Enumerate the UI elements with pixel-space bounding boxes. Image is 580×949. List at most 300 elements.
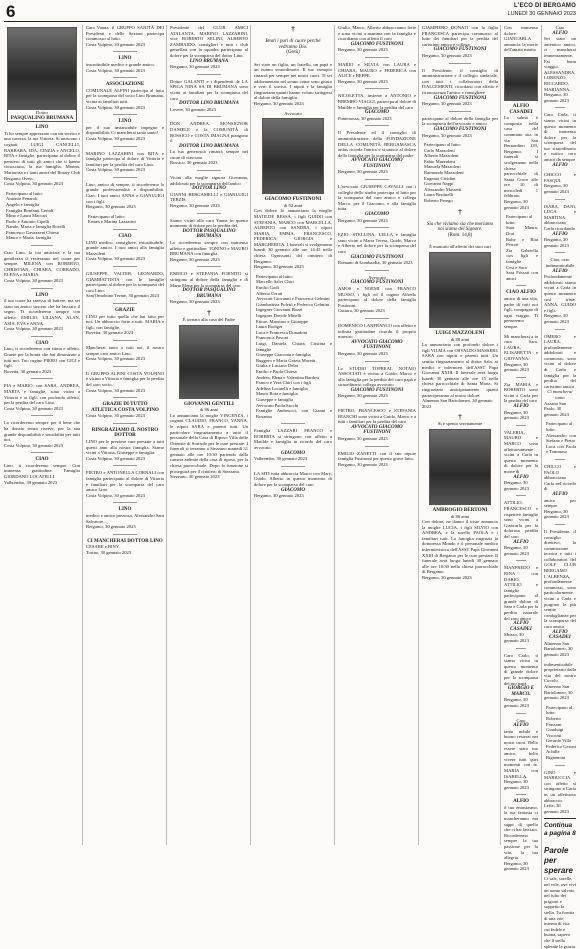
- portrait-photo: [430, 253, 490, 327]
- text-line: ALFIO: [552, 268, 568, 274]
- text-line: Almenno San Bartolomeo, 30 gennaio 2023: [544, 640, 573, 657]
- notice: [338, 62, 416, 84]
- text-line: Con dolore, ne danno il triste annuncio la moglie LUCIA, i figli SILVIO con ANDREA, e la sorella PAOLA e i familiari tutti. La famiglia ringrazia la dottoressa Mondo e il personale medico infermieristico dell'ASST Papa Giovanni XXIII di Bergamo per le cure prestate. Il funerale avrà luogo lunedì 30 gennaio alle ore 10:30 nella chiesa parrocchiale di Bergamo.: [422, 519, 498, 575]
- text-line: NICOLETTA, insieme a ANTONIO e BREMBO VIAGGI, partecipa al dolore di Matilde e famiglia per la perdita del caro: [338, 93, 416, 110]
- mourners-list: [86, 214, 164, 225]
- text-line: Costa Volpino, 30 gennaio 2023: [86, 413, 145, 419]
- divider: [113, 51, 136, 52]
- divider: [516, 794, 526, 795]
- text-line: ATTILIO, FRANCESCO e rispettive famiglie sono vicini a Giancarla per la dolorosa perdita del caro: [504, 500, 538, 539]
- bible-quote: [426, 222, 494, 239]
- notice: [4, 341, 80, 375]
- notice: [504, 565, 538, 643]
- text-line: Sia che viviamo sia che moriamo noi siamo del Signore.: [426, 221, 494, 233]
- divider: [113, 114, 136, 115]
- text-line: GIANNI BERGAMELLI e GIANLUIGI TERZIS.: [170, 191, 248, 203]
- photo-frame: [429, 252, 491, 328]
- text-line: Costa Volpino, 30 gennaio 2023: [86, 455, 145, 461]
- text-line: Partecipano al lutto:: [546, 421, 573, 432]
- divider: [113, 397, 136, 398]
- text-line: GIACOMO FUSTINONI: [350, 254, 404, 260]
- text-line: Avvocati Giovanni e Francesca Gelmini: [256, 296, 330, 302]
- text-line: GRAZIE DI TUTTO: [102, 402, 148, 408]
- text-line: Caro Carla, ti siamo vicini in questo momento di immenso dolore per la scomparsa del tuo straordinario e mitico caro amico da sempre: [544, 112, 576, 163]
- notice: [170, 25, 248, 70]
- text-line: Bergamo, 30 gennaio 2023: [170, 203, 220, 209]
- notice: [544, 112, 576, 168]
- divider: [365, 125, 388, 126]
- text-line: MARIO e SILVIA con LAURA e CHIARA, MAURO e FEDERICA con ALICE e BEPPE.: [338, 61, 416, 79]
- text-line: Bergamo, 30 gennaio 2023: [422, 101, 472, 107]
- text-line: LINO BRUMANA: [189, 58, 229, 64]
- notice: [170, 413, 248, 480]
- divider: [365, 227, 388, 228]
- text-line: GIACOMO: [281, 487, 305, 493]
- notice-heading: È tornato alla casa del Padre: [182, 316, 236, 322]
- text-line: Roberto Perego: [424, 198, 453, 204]
- issue-date: LUNEDÌ 30 GENNAIO 2023: [507, 11, 576, 17]
- text-line: EZIO, STELLINA, LELLA e famiglia sono vicini a Maria Teresa, Guido, Marco e Alberto nel dolore per la scomparsa del caro: [338, 232, 416, 254]
- text-line: il tuo entusiasmo, la tua fantasia ci mancheranno ma sappi di quello che ci hai lasciato. Ricorderemo sempre la tua passione per la vita, la tua allegria.: [504, 804, 538, 861]
- notice: [86, 428, 164, 462]
- notice: [422, 116, 498, 138]
- notice: [544, 25, 576, 103]
- text-line: Francesca Pavoni: [256, 335, 289, 341]
- notice: [4, 293, 80, 332]
- text-line: LA SITI tutta abbraccia Marco con Mary, Guido, Alberto in questo momento di dolore per la scomparsa del caro: [254, 470, 332, 488]
- text-line: Bergamo, 30 gennaio 2023: [338, 217, 388, 223]
- divider: [31, 245, 54, 246]
- divider: [113, 177, 136, 178]
- notice: [86, 539, 164, 556]
- mourners-list: [254, 274, 332, 419]
- photo-frame: [262, 118, 324, 194]
- notice: [504, 799, 538, 872]
- text-line: Carlo Mazzoleni: [424, 147, 455, 153]
- divider: [365, 179, 388, 180]
- notice: [338, 184, 416, 223]
- notice: [170, 271, 248, 305]
- text-line: Gerardo Villa: [546, 738, 572, 744]
- text-line: Bergamo, 30 gennaio 2023: [504, 480, 529, 491]
- divider: [31, 415, 54, 416]
- text-line: Rovetta, 30 gennaio 2023: [86, 330, 134, 336]
- notice: [86, 151, 164, 173]
- text-line: Vicini alla moglie signora Giovanna, addolorati per la scomparsa dell'amico: [170, 175, 248, 186]
- text-line: Marcello Salvi Chiri: [256, 279, 294, 285]
- text-line: LINO: [118, 56, 132, 62]
- text-line: Valbrembo, 30 gennaio 2023: [254, 456, 308, 462]
- text-line: ALFIO: [513, 799, 529, 805]
- text-line: ALFIO: [513, 539, 529, 545]
- notice: [544, 662, 576, 701]
- text-line: Mauro e Maria, famiglia: [6, 235, 52, 241]
- divider: [365, 88, 388, 89]
- column-5: [334, 25, 416, 845]
- column-4: [250, 25, 332, 845]
- text-line: Ciao Lino, la tua amicizia e la tua gentilezza ci resteranno nel cuore per sempre. MILENA con ROBERTO, CHRISTIAN, CHIARA, CORRADO, ELENA e MARIA.: [4, 250, 80, 278]
- column-7: [500, 25, 577, 949]
- portrait-photo: [430, 430, 490, 504]
- text-line: Bergamo, 30 gennaio 2023: [544, 508, 569, 520]
- text-line: Luigi, Daniela, Chiara, Cristina e famiglie: [256, 340, 332, 352]
- text-line: Manuela Mazzoleni: [424, 164, 461, 170]
- notice: [504, 290, 538, 329]
- notice: [86, 234, 164, 262]
- text-line: Ruggero e Maria Grazia Moretti: [256, 357, 316, 363]
- text-line: ALFIO: [513, 404, 529, 410]
- notice: [544, 464, 576, 520]
- notice: [254, 62, 332, 107]
- notice: [504, 718, 538, 791]
- mourners-list: [4, 191, 80, 241]
- text-line: Bergamo, 30 gennaio 2023: [170, 256, 220, 262]
- text-line: La salma è composta nella casa del commiato sita in via San Bernardino 139, Bergamo. I funerali si svolgeranno nella chiesa parrocchiale di Santa Croce alle ore 10 di mercoledì 1 febbraio.: [504, 115, 538, 199]
- divider: [555, 199, 565, 200]
- portrait-photo: [263, 119, 323, 193]
- notice: [504, 382, 538, 421]
- text-line: Il Presidente, il consiglio direttivo, la commissione tecnica e tutti i collaboratori del GOLF CLUB BERGAMO L'ALBENZA, profondamente commossi, sono particolarmente vicini a Carla e porgono le più sentite condoglianze per la scomparsa del caro amico: [544, 528, 576, 629]
- text-line: Costa Volpino, 30 gennaio 2023: [86, 167, 145, 173]
- text-line: Costa Volpino, 30 gennaio 2023: [86, 41, 145, 47]
- notice: [338, 408, 416, 442]
- divider: [113, 366, 136, 367]
- text-line: Adelina Locatelli e famiglia: [256, 385, 308, 391]
- text-line: Azzano San Paolo, 30 gennaio 2023: [544, 400, 569, 417]
- text-line: Bergamo, 30 gennaio 2023: [504, 199, 529, 210]
- photo-frame: [504, 57, 538, 101]
- text-line: GIACOMO FUSTINONI: [350, 280, 404, 286]
- text-line: GIACOMO FUSTINONI: [350, 41, 404, 47]
- text-line: ALFIO CASADEI: [549, 629, 571, 641]
- text-line: Roberto Frassoni: [546, 715, 562, 727]
- mourners-list: [422, 142, 498, 204]
- divider: [516, 285, 526, 286]
- text-line: Ci mancherai tanto: [547, 389, 573, 401]
- notice: [504, 500, 538, 556]
- text-line: Famiglia Bonfanti Cerioli: [6, 207, 54, 213]
- notice: [422, 25, 498, 59]
- text-line: Bergamo, 30 gennaio 2023: [86, 204, 136, 210]
- notice: [504, 115, 538, 210]
- text-line: Lo annunciano con profondo dolore i figli VILMA con OSVALDO MASSERI, SARA con nipoti e parenti tutti. Un sentito ringraziamento al dottor Sala, ai medici e infermieri dell'ASST Papa Giovanni XXIII. Il funerale avrà luogo lunedì 30 gennaio alle ore 15 nella chiesa parrocchiale di Santa Maria. Si ringraziano anticipatamente quanti parteciperanno al nostro dolore.: [422, 342, 499, 398]
- text-line: Mauro Rota e famiglia: [256, 391, 298, 397]
- continued-link[interactable]: Continua a pagina 8: [544, 818, 576, 838]
- text-line: DOTTOR LINO BRUMANA: [179, 101, 239, 107]
- text-line: Sei stato un autentico amico, ci mancherai immensamente. Fai buon viaggio. ALESSANDRA, LORENZO, RICCARDO, MARIANNA.: [544, 36, 576, 92]
- text-line: Ettore, Massimo e Giuseppe: [256, 318, 309, 324]
- text-line: GINO e MARIUCCIA con affetto si stringono a Carla in un affettuoso abbraccio.: [544, 769, 576, 803]
- divider: [365, 361, 388, 362]
- text-line: Luca e Francesca Donadoni: [256, 329, 308, 335]
- text-line: Bergamo, 30 gennaio 2023: [504, 545, 529, 556]
- text-line: Giovanni Nappi: [424, 181, 454, 187]
- text-line: Lino, amico di sempre, ti ricorderemo la grande professionalità e disponibilità. Ciao. I tuoi amici ANNA e GIANLUIGI con i figli.: [86, 181, 164, 204]
- notice: [86, 371, 164, 393]
- text-line: Stezzano, 30 gennaio 2023: [170, 474, 220, 480]
- portrait-photo: [8, 28, 76, 110]
- text-line: amico di una vita, padre di tutti noi figli, compagno di ogni viaggio. Ti penseremo sempre.: [504, 295, 538, 329]
- text-line: ALFIO CASADEI: [510, 621, 532, 632]
- text-line: GIACOMO FUSTINONI: [433, 47, 487, 53]
- text-line: ASSOCIAZIONE: [105, 82, 145, 88]
- text-line: Pontenossa, 30 gennaio 2023: [338, 115, 392, 121]
- text-line: L'avvocato GIUSEPPE CAVALLI con i colleghi dello studio partecipa al lutto per la scomparsa del caro amico e collega Marco, per il Giacomo, e alla famiglia tutta.: [338, 184, 416, 212]
- mourners-list: [544, 421, 576, 455]
- text-line: Bergamo, 30 gennaio 2023: [544, 92, 569, 103]
- text-line: Caro: [516, 717, 526, 723]
- text-line: Cara Vanna, il GRUPPO SANITÀ DEI Presidenti e delle Sezioni partecipa commosso al lutto.: [86, 25, 164, 42]
- text-line: medico e amico prezioso. Alessandro Sant Salvatore.: [86, 513, 164, 524]
- text-line: Bergamo, 30 gennaio 2023: [504, 779, 529, 790]
- text-line: Giulio, Marco, Alberto abbracciamo forte e sono vicini a mamma con la famiglia e ricordiamo con affetto il caro: [338, 25, 416, 42]
- text-line: DOTTOR LINO BRUMANA: [179, 143, 239, 149]
- notice: [86, 182, 164, 210]
- portrait-photo: [505, 58, 537, 100]
- text-line: (Gesù): [286, 50, 300, 56]
- text-line: Lo STUDIO TOPREAL NOTAIO ASSOCIATI è vicino a Guido, Marco e alla famiglia per la perdita del caro papà e straordinario collega avvocato: [338, 365, 416, 388]
- text-line: PIETRO, FRANCESCO e STEFANIA BIANCHI sono vicini a Guido, Marco e a tutti i familiari per la perdita del caro: [338, 408, 416, 425]
- text-line: Bergamo, 30 gennaio 2023: [544, 183, 569, 195]
- notice: [254, 208, 332, 270]
- text-line: AVVOCATO GIACOMO FUSTINONI: [351, 158, 403, 169]
- text-line: GIAMPIERO DONATI con la figlia FRANCESCA partecipa commosso al lutto dei familiari per la perdita del carissimo amico e collega: [422, 25, 498, 47]
- text-line: Fabio Mazzoleni: [424, 158, 455, 164]
- notice: [86, 271, 164, 299]
- text-line: CHICCO e PAOLO abbracciano Carla nel ricordo di: [544, 463, 576, 492]
- text-line: Bergamo, 30 gennaio 2023: [338, 461, 388, 467]
- text-line: AMOS e NOEMI con FRANCO MUSSO, i figli ed il cugino Alfredo partecipano al dolore della famiglia Fustinoni.: [338, 285, 416, 308]
- text-line: Sant'Omobono Terme, 30 gennaio 2023: [86, 293, 160, 299]
- notice: [504, 653, 538, 709]
- divider: [197, 116, 220, 117]
- text-line: La tua generosità rimarrà sempre nel cuore di ciascuno.: [170, 149, 248, 160]
- divider: [113, 465, 136, 466]
- cross-icon: †: [207, 308, 211, 317]
- column-6: [418, 25, 498, 845]
- text-line: Almenno San Bartolomeo, 30 gennaio 2023: [544, 683, 573, 701]
- text-line: Lovere, 30 gennaio 2023: [170, 106, 216, 112]
- text-line: PIETRO e ANTONELLA CORNALI con famiglia partecipano al dolore di Vittoria e familiari per la scomparsa del caro amico Lino.: [86, 470, 164, 493]
- text-line: Lino, ti ricorderemo sempre. Con immensa gratitudine. Famiglia GIORDANO LOCATELLI.: [4, 462, 80, 480]
- text-line: DOTTOR PASQUALINO BRUMANA: [182, 228, 236, 240]
- text-line: Cesi e Sara: [506, 264, 527, 270]
- notice: [338, 323, 416, 357]
- text-line: Bergamo, 30 gennaio 2023: [254, 493, 304, 499]
- text-line: DOTTOR LINO: [192, 186, 226, 192]
- text-line: Rovetta, 30 gennaio 2023: [4, 368, 52, 374]
- divider: [365, 57, 388, 58]
- text-line: Avvocato: [368, 274, 386, 280]
- divider: [197, 74, 220, 75]
- text-line: Avvocato Paola Sacchi: [256, 402, 299, 408]
- text-line: indimenticabile proprietario dalla vita del nostro Circolo.: [544, 661, 576, 684]
- text-line: Bergamo, 30 gennaio 2023: [170, 64, 220, 70]
- text-line: Il Presidente ed il consiglio di amministrazione della FONDAZIONE DELLA COMUNITÀ BERGAMASCA onlus ricorda l'amico e si unisce al dolore della famiglia per la scomparsa del padre: [338, 130, 416, 158]
- photo-age: di 86 anni: [450, 513, 470, 519]
- notice: [86, 25, 164, 47]
- text-line: Bergamo, 30 gennaio 2023: [504, 697, 529, 708]
- text-line: Profondamente addolorati siamo vicini a Carla in questo momento così triste. ANNA, GUIDO e figli.: [544, 274, 576, 313]
- text-line: Laura Rodiger: [256, 324, 283, 330]
- mourners-list: [504, 214, 538, 281]
- text-line: Giuseppe Giaconia e famiglia: [256, 352, 311, 358]
- text-line: ALFIO: [552, 231, 568, 237]
- notice: [170, 218, 248, 263]
- text-line: Bergamo, 30 gennaio 2023: [544, 313, 569, 324]
- text-line: VALERIA, MAURO e MARCO sono affettuosamente vicini a Carla in questo momento di dolore per la morte di: [504, 429, 538, 474]
- text-line: LINO: [118, 119, 132, 125]
- text-line: MARINO LAZZARINI con RITA e famiglia partecipa al dolore di Vittoria e familiari per la perdita del caro Lino.: [86, 150, 164, 167]
- notice: [86, 345, 164, 362]
- text-line: Bergamo, 30 gennaio 2023: [422, 575, 472, 581]
- text-line: Raimondo Mazzoleni: [424, 170, 464, 176]
- text-line: DOTTOR PASQUALINO BRUMANA: [182, 288, 236, 299]
- divider: [31, 336, 54, 337]
- text-line: LINO per le preziose cure prestate a tutti questi anni alla nostra famiglia. Siamo vicini a Vittoria, Giuseppe e famiglia.: [86, 439, 164, 456]
- notice: [338, 275, 416, 314]
- text-line: Ti ho sempre apprezzato con un sorriso e una carezza, la tua Vittoria. Si uniscono i cognati LUIGI CANCELLI, BARBARA, IDA, CINZIA e ANGELO, RITA e famiglie, partecipano al dolore il pensiero di tutti gli amici che ti hanno conosciuto, la tua famiglia, Marina, Mariarosa e i tanti amici del Rotary Club Bergamo Ovest.: [4, 130, 80, 181]
- text-line: Famiglie Andreucci, con Gianni e Rosanna: [256, 408, 332, 419]
- divider: [555, 524, 565, 525]
- divider: [281, 423, 304, 424]
- text-line: Franco e Vera Chiri con i figli: [256, 380, 312, 386]
- notice: [422, 68, 498, 107]
- text-line: Zia MARIA e ROBERTO sono vicini a Carla per la perdita del caro: [504, 381, 538, 404]
- photo-frame: [7, 27, 77, 122]
- text-line: Bergamo, 30 gennaio 2023: [254, 264, 304, 270]
- text-line: CHICCO e FASQUI.: [544, 172, 576, 183]
- text-line: Bergamo, 30 gennaio 2023: [338, 393, 388, 399]
- text-line: ENRICO e STEFANIA FORNITO si stringono al dolore della famiglia e di Maria Elena per la scomparsa del caro: [170, 271, 248, 288]
- text-line: Alberto Cerati: [256, 290, 283, 296]
- text-line: Dottor GALANTI e i dipendenti de LA SPIGA NINA SA DI BRUMANA sono vicini ai familiari per la scomparsa del caro: [170, 78, 248, 101]
- text-line: Alessandro con Stefano e Pietro: [546, 432, 576, 444]
- divider: [365, 318, 388, 319]
- text-line: Sei stato un figlio, un fratello, un papà e un nonno straordinario. Il tuo esempio rimarrà per sempre nei nostri cuori. Ti sei addormentato nel sonno come sono giusto e vero il sorriso. I nipoti e la famiglia ringraziano quanti hanno voluto stringersi al dolore della famiglia.: [254, 61, 332, 101]
- text-line: GIACOMO: [365, 212, 389, 218]
- divider: [516, 648, 526, 649]
- notice: [338, 93, 416, 121]
- text-line: Bergamo, 30 gennaio 2023: [170, 299, 220, 305]
- text-line: ALFIO: [552, 30, 568, 36]
- text-line: Bergamo, 30 gennaio 2023: [504, 860, 529, 872]
- text-line: Giulia e Luciano Delai: [256, 363, 298, 369]
- divider: [555, 459, 565, 460]
- text-line: RINGRAZIAMO IL NOSTRO DOTTOR: [91, 427, 159, 439]
- text-line: GRAZIE: [115, 307, 135, 313]
- column-2: [82, 25, 164, 845]
- text-line: Costa Volpino, 30 gennaio 2023: [4, 278, 63, 284]
- divider: [555, 252, 565, 253]
- text-line: OMERO e LAURA, profondamente addolorati e commossi, sono vicini al dolore di Carla e famiglia per la perdita del carissimo amico: [544, 333, 576, 389]
- text-line: Alberto Mazzoleni: [424, 153, 459, 159]
- divider: [113, 423, 136, 424]
- text-line: Presidente del CLUB AMICI ATALANTA, MARINO LAZZARINI, vice ROBERTO SELINI, ALBERTO ZAMBAIDO, consiglieri e tutti i club gemellati con la squadra partecipano al dolore per la scomparsa del dottor Lino.: [170, 25, 248, 58]
- photo-name: PASQUALINO BRUMANA: [10, 114, 74, 121]
- text-line: Nando, Maria e famiglia Roselli: [6, 224, 66, 230]
- text-line: Eugenio Cividini: [424, 175, 456, 181]
- notice: [544, 172, 576, 194]
- photo-age: di 86 anni: [199, 407, 219, 413]
- text-line: Partecipano al lutto:: [6, 190, 43, 196]
- text-line: ALFIO: [513, 723, 529, 729]
- page-number: 6: [6, 2, 16, 21]
- text-line: GIORGIO E MARCO.: [507, 686, 535, 697]
- column-1: [4, 25, 80, 845]
- text-line: Bergamo, 30 gennaio 2023: [86, 524, 136, 530]
- text-line: ISABA, DANI, LUCA e MARTINA abbracciano Carla ricordando: [544, 203, 576, 231]
- text-line: Costa Volpino, 30 gennaio 2023: [86, 67, 145, 73]
- notice: [338, 366, 416, 400]
- text-line: Mi mancherai a te cara Sara. LAURA, ELISABETTA e GIOVANNA.: [504, 333, 538, 361]
- mourners-list: [544, 705, 576, 761]
- text-line: Lo ricorderemo sempre per il bene che ha donato senza riserve, per la sua grande disponibilità e sensibilità per tutti noi.: [4, 420, 80, 443]
- text-line: LINO: [35, 292, 49, 298]
- text-line: Gianluigi Visconti: [546, 727, 564, 738]
- text-line: Cuttura, 30 gennaio 2023: [338, 308, 385, 314]
- text-line: Lino, ti ricorderemo con stima e affetto. Grazie per la bontà che hai dimostrato a tutti noi. Tuo cugino PIERO con GIGI e figli.: [4, 346, 80, 369]
- text-line: Costa Volpino, 30 gennaio 2023: [4, 326, 63, 332]
- text-line: Bergamo, 30 gennaio 2023: [504, 409, 529, 421]
- notice: [86, 402, 164, 419]
- notice: [4, 125, 80, 187]
- text-line: AVVOCATO GIACOMO FUSTINONI: [351, 339, 403, 351]
- text-line: Con dolore lo annunciano la moglie MATILDE BESSA, i figli GUIDO con STEFANIA, MARCO con MARCELLA, ALBERTO con SANDRA, i nipoti MARIA, EMMA, FRANCESCO, FEDERICA, GIORGIA e MARGHERITA. I funerali si svolgeranno lunedì 30 gennaio alle ore 14:45 nella chiesa Ognissanti del cimitero di Bergamo.: [254, 208, 332, 264]
- text-line: CESARE e RINY.: [86, 544, 120, 550]
- notice: [170, 79, 248, 113]
- divider: [113, 266, 136, 267]
- text-line: Lefte, 30 gennaio 2023: [544, 803, 569, 814]
- notice: [338, 25, 416, 53]
- text-line: Ruby e Rita Ferrari: [506, 236, 538, 248]
- notice: [544, 204, 576, 249]
- bible-quote: [258, 39, 328, 56]
- text-line: Costa Volpino, 30 gennaio 2023: [86, 387, 145, 393]
- text-line: CIAO ALFIO: [506, 290, 536, 296]
- divider: [449, 63, 472, 64]
- notice: [86, 119, 164, 141]
- newspaper-name: L'ECO DI BERGAMO: [514, 3, 576, 9]
- text-line: Bergamo, 30 gennaio 2023: [338, 78, 388, 84]
- text-line: Mino e Laura Maccari: [6, 213, 48, 219]
- notice: [544, 529, 576, 658]
- divider: [113, 229, 136, 230]
- text-line: DOMENICO LANFRANCO con affetto e infinita gratitudine ricorda il proprio maestro: [338, 322, 416, 340]
- notice: [86, 470, 164, 498]
- notice: [504, 334, 538, 373]
- text-line: LINO medico, consigliere, insostituibile, grande amico. I tuoi amici alla famiglia Mazzoleni.: [86, 239, 164, 256]
- text-line: Costa Volpino, 30 gennaio 2023: [86, 135, 145, 141]
- text-line: Alessandro Massetti: [424, 186, 462, 192]
- text-line: Antonio Fenaroli: [6, 196, 38, 202]
- text-line: (Rom. 14,8): [447, 232, 473, 238]
- text-line: LINO: [118, 507, 132, 513]
- text-line: CIAO: [35, 340, 49, 346]
- cross-icon: †: [458, 207, 462, 216]
- photo-name: GIACOMO FUSTINONI: [264, 196, 322, 203]
- text-line: ALFIO: [513, 474, 529, 480]
- notice: [544, 257, 576, 324]
- notice: [4, 250, 80, 284]
- text-line: Achille Bignamini: [546, 749, 566, 761]
- text-line: Bossico, 30 gennaio 2023: [170, 160, 218, 166]
- divider: [516, 713, 526, 714]
- divider: [555, 329, 565, 330]
- column-3: [166, 25, 248, 845]
- text-line: ALFIO: [552, 162, 568, 168]
- text-line: LINO per tutto quello che hai fatto per noi. Un abbraccio forte a tutti. MARIA e figli, con famiglie.: [86, 313, 164, 330]
